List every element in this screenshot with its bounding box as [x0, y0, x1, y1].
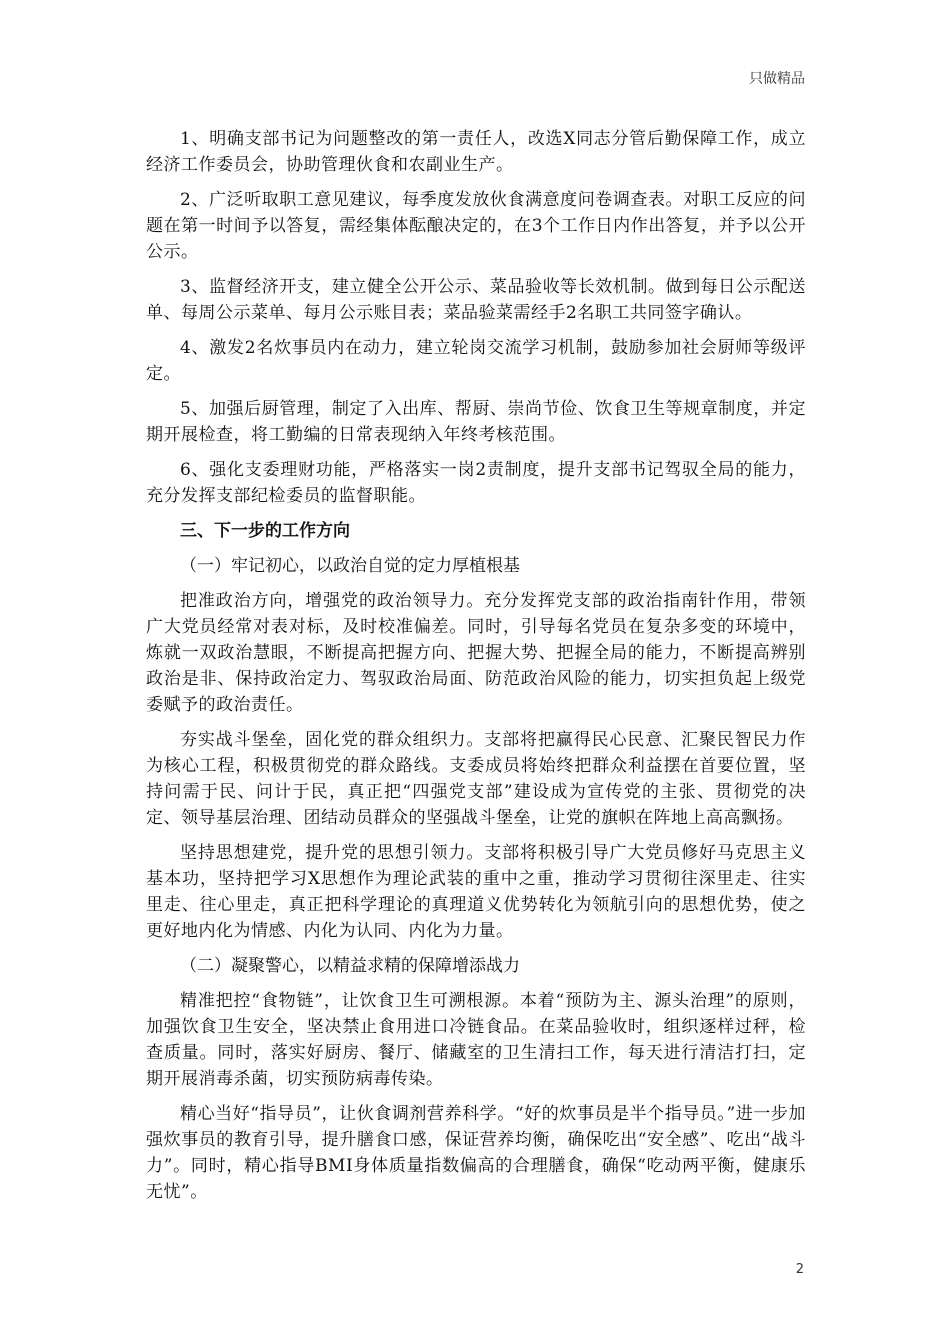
- list-item: 2、广泛听取职工意见建议，每季度发放伙食满意度问卷调查表。对职工反应的问题在第一时间予以答复，需经集体酝酿决定的，在3个工作日内作出答复，并予以公开公示。: [146, 190, 806, 262]
- page-number: 2: [795, 1262, 804, 1277]
- list-item: 5、加强后厨管理，制定了入出库、帮厨、崇尚节俭、饮食卫生等规章制度，并定期开展检查，将工勤编的日常表现纳入年终考核范围。: [146, 399, 806, 445]
- list-item: 6、强化支委理财功能，严格落实一岗2责制度，提升支部书记驾驭全局的能力，充分发挥支部纪检委员的监督职能。: [146, 460, 806, 506]
- paragraph: 坚持思想建党，提升党的思想引领力。支部将积极引导广大党员修好马克思主义基本功，坚持把学习X思想作为理论武装的重中之重，推动学习贯彻往深里走、往实里走、往心里走，真正把科学理论的真理道义优势转化为领航引向的思想优势，使之更好地内化为情感、内化为认同、内化为力量。: [146, 843, 806, 941]
- header-mark: 只做精品: [749, 71, 805, 87]
- paragraph: 精准把控“食物链”，让饮食卫生可溯根源。本着“预防为主、源头治理”的原则，加强饮食卫生安全，坚决禁止食用进口冷链食品。在菜品验收时，组织逐样过秤，检查质量。同时，落实好厨房、餐厅、储藏室的卫生清扫工作，每天进行清洁打扫，定期开展消毒杀菌，切实预防病毒传染。: [146, 991, 806, 1089]
- document-body: [146, 126, 806, 1214]
- subsection-heading: （一）牢记初心，以政治自觉的定力厚植根基: [180, 556, 520, 576]
- list-item: 3、监督经济开支，建立健全公开公示、菜品验收等长效机制。做到每日公示配送单、每周公示菜单、每月公示账目表；菜品验菜需经手2名职工共同签字确认。: [146, 277, 806, 323]
- list-item: 1、明确支部书记为问题整改的第一责任人，改选X同志分管后勤保障工作，成立经济工作委员会，协助管理伙食和农副业生产。: [146, 129, 806, 175]
- paragraph: 夯实战斗堡垒，固化党的群众组织力。支部将把赢得民心民意、汇聚民智民力作为核心工程，积极贯彻党的群众路线。支委成员将始终把群众利益摆在首要位置，坚持问需于民、问计于民，真正把“四强党支部”建设成为宣传党的主张、贯彻党的决定、领导基层治理、团结动员群众的坚强战斗堡垒，让党的旗帜在阵地上高高飘扬。: [146, 730, 806, 828]
- subsection-heading: （二）凝聚警心，以精益求精的保障增添战力: [180, 956, 520, 976]
- list-item: 4、激发2名炊事员内在动力，建立轮岗交流学习机制，鼓励参加社会厨师等级评定。: [146, 338, 806, 384]
- paragraph: 精心当好“指导员”，让伙食调剂营养科学。“好的炊事员是半个指导员。”进一步加强炊事员的教育引导，提升膳食口感，保证营养均衡，确保吃出“安全感”、吃出“战斗力”。同时，精心指导BMI身体质量指数偏高的合理膳食，确保“吃动两平衡，健康乐无忧”。: [146, 1104, 806, 1202]
- section-heading: 三、下一步的工作方向: [180, 521, 350, 541]
- paragraph: 把准政治方向，增强党的政治领导力。充分发挥党支部的政治指南针作用，带领广大党员经常对表对标，及时校准偏差。同时，引导每名党员在复杂多变的环境中，炼就一双政治慧眼，不断提高把握方向、把握大势、把握全局的能力，不断提高辨别政治是非、保持政治定力、驾驭政治局面、防范政治风险的能力，切实担负起上级党委赋予的政治责任。: [146, 591, 806, 715]
